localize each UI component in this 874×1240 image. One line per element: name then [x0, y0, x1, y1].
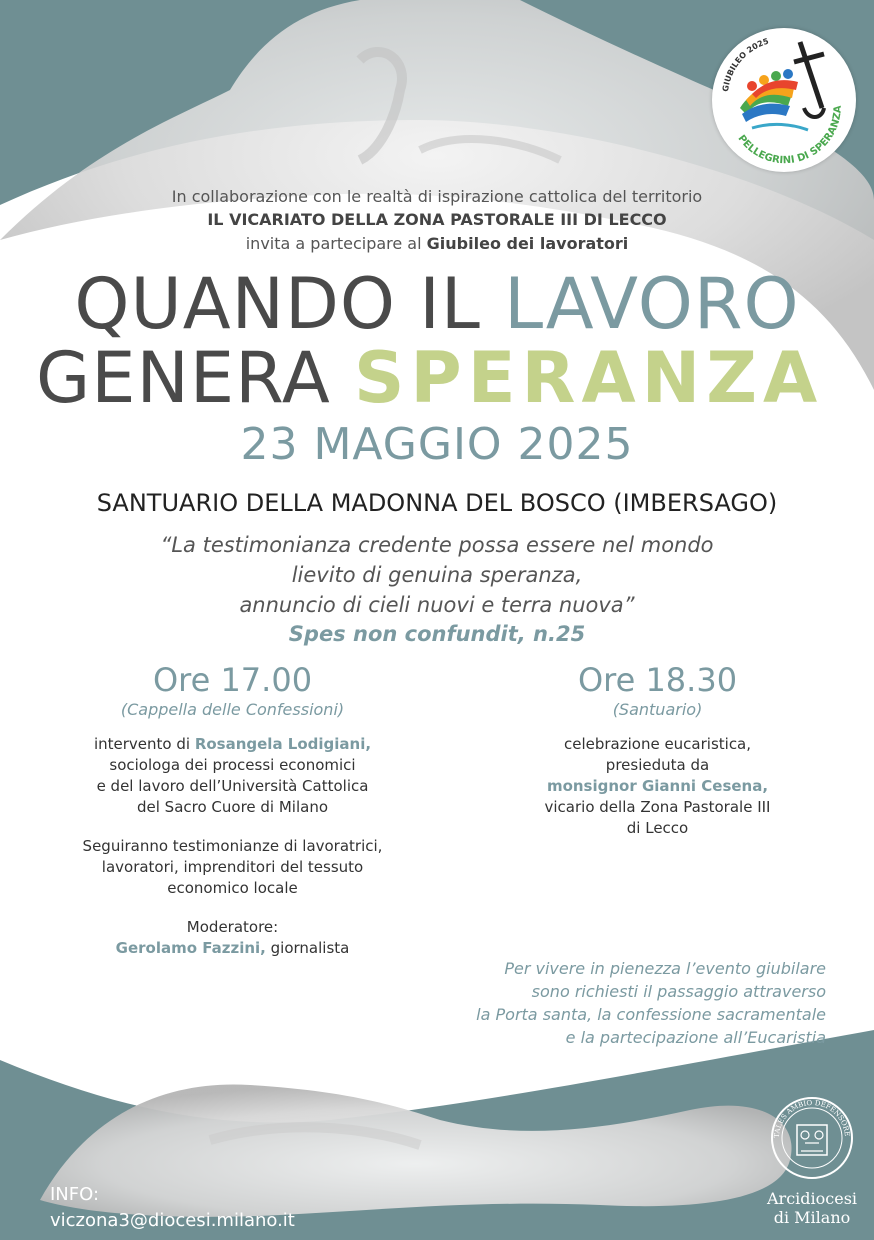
title-lavoro: LAVORO [504, 263, 800, 345]
note-line-2: sono richiesti il passaggio attraverso [531, 982, 826, 1001]
testimonies-1: Seguiranno testimonianze di lavoratrici, [82, 837, 383, 855]
session-2-place: (Santuario) [612, 700, 703, 719]
diocese-name-1: Arcidiocesi [766, 1189, 858, 1208]
intro-line-1: In collaborazione con le realtà di ispirazione cattolica del territorio [171, 187, 703, 206]
diocese-seal-icon [769, 1095, 855, 1181]
venue: SANTUARIO DELLA MADONNA DEL BOSCO (IMBERSAGO) [96, 489, 778, 517]
session-1-speaker-line [40, 734, 425, 755]
moderator-line [40, 938, 425, 959]
session-1-place: (Cappella delle Confessioni) [120, 700, 345, 719]
quote-line-3: annuncio di cieli nuovi e terra nuova” [239, 593, 635, 617]
quote-source: Spes non confundit, n.25 [288, 622, 586, 646]
speaker-prefix: intervento di [93, 735, 191, 753]
jubilee-logo [712, 28, 856, 172]
moderator-name: Gerolamo Fazzini, [115, 939, 266, 957]
quote-line-1: “La testimonianza credente possa essere nel mondo [160, 533, 714, 557]
speaker-role-3: del Sacro Cuore di Milano [136, 798, 329, 816]
quote-line-2: lievito di genuina speranza, [291, 563, 583, 587]
logo-bottom-text: PELLEGRINI DI SPERANZA [735, 105, 844, 167]
jubilee-note [326, 957, 826, 1049]
testimonies-2: lavoratori, imprenditori del tessuto [101, 858, 364, 876]
session-1-time: Ore 17.00 [152, 661, 313, 699]
testimonies-3: economico locale [167, 879, 298, 897]
mass-line-2: presieduta da [605, 756, 710, 774]
speaker-role-1: sociologa dei processi economici [109, 756, 356, 774]
title-quando-il: QUANDO IL [74, 263, 481, 345]
title-genera: GENERA [36, 337, 331, 419]
moderator-role: giornalista [270, 939, 350, 957]
session-2-time: Ore 18.30 [577, 661, 738, 699]
diocese-name-2: di Milano [773, 1208, 851, 1227]
intro-line-3-prefix: invita a partecipare al [245, 234, 422, 253]
celebrant-role-2: di Lecco [626, 819, 689, 837]
jubilee-logo-art [712, 28, 856, 172]
moderator-label: Moderatore: [186, 918, 279, 936]
svg-text:TALES AMBIO DEFENSORES [769, 1095, 851, 1138]
intro-line-3-bold: Giubileo dei lavoratori [426, 234, 629, 253]
title-line-1 [0, 264, 874, 344]
session-1 [40, 660, 425, 959]
title-line-2 [36, 338, 836, 418]
session-2 [470, 660, 845, 839]
event-date: 23 MAGGIO 2025 [240, 419, 634, 470]
title-speranza: SPERANZA [354, 337, 824, 419]
intro-line-3 [0, 232, 874, 256]
seal-text: TALES AMBIO DEFENSORE [772, 1098, 852, 1139]
info-label: INFO: [50, 1184, 100, 1205]
note-line-3: la Porta santa, la confessione sacramentale [476, 1005, 826, 1024]
celebrant-role-1: vicario della Zona Pastorale III [544, 798, 771, 816]
note-line-4: e la partecipazione all’Eucaristia [565, 1028, 826, 1047]
diocese-logo [762, 1095, 862, 1227]
celebrant-name: monsignor Gianni Cesena, [546, 777, 769, 795]
logo-top-text: GIUBILEO 2025 [720, 36, 770, 93]
speaker-name: Rosangela Lodigiani, [194, 735, 372, 753]
mass-line-1: celebrazione eucaristica, [563, 735, 752, 753]
info-email[interactable]: viczona3@diocesi.milano.it [50, 1210, 295, 1231]
note-line-1: Per vivere in pienezza l’evento giubilare [504, 959, 826, 978]
intro-line-2: IL VICARIATO DELLA ZONA PASTORALE III DI LECCO [207, 210, 667, 229]
info-block [50, 1182, 295, 1234]
speaker-role-2: e del lavoro dell’Università Cattolica [96, 777, 369, 795]
